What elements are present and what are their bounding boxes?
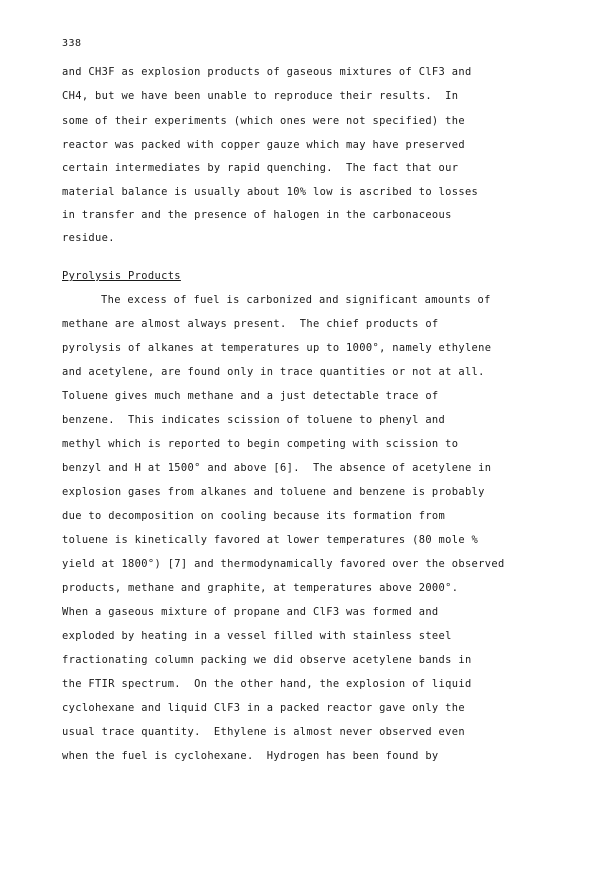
text-line: and CH3F as explosion products of gaseous mixtures of ClF3 and xyxy=(62,66,472,78)
text-line: cyclohexane and liquid ClF3 in a packed reactor gave only the xyxy=(62,702,465,714)
text-line: certain intermediates by rapid quenching. The fact that our xyxy=(62,162,459,174)
text-line: yield at 1800°) [7] and thermodynamically favored over the observed xyxy=(62,558,505,570)
text-line: some of their experiments (which ones were not specified) the xyxy=(62,115,465,127)
text-line: when the fuel is cyclohexane. Hydrogen has been found by xyxy=(62,750,439,762)
text-line: material balance is usually about 10% low is ascribed to losses xyxy=(62,186,479,198)
text-line: When a gaseous mixture of propane and ClF3 was formed and xyxy=(62,606,439,618)
text-line: methyl which is reported to begin competing with scission to xyxy=(62,438,459,450)
text-line: residue. xyxy=(62,232,115,244)
text-line: due to decomposition on cooling because its formation from xyxy=(62,510,446,522)
text-line: explosion gases from alkanes and toluene and benzene is probably xyxy=(62,486,485,498)
text-line: pyrolysis of alkanes at temperatures up to 1000°, namely ethylene xyxy=(62,342,492,354)
text-line: reactor was packed with copper gauze which may have preserved xyxy=(62,139,465,151)
text-line: CH4, but we have been unable to reproduce their results. In xyxy=(62,90,459,102)
text-line: usual trace quantity. Ethylene is almost never observed even xyxy=(62,726,465,738)
page-number: 338 xyxy=(62,38,82,49)
section-heading: Pyrolysis Products xyxy=(62,270,181,282)
text-line: methane are almost always present. The chief products of xyxy=(62,318,439,330)
text-line: products, methane and graphite, at temperatures above 2000°. xyxy=(62,582,459,594)
text-line: and acetylene, are found only in trace quantities or not at all. xyxy=(62,366,485,378)
text-line: Toluene gives much methane and a just detectable trace of xyxy=(62,390,439,402)
text-line: in transfer and the presence of halogen in the carbonaceous xyxy=(62,209,452,221)
text-line: the FTIR spectrum. On the other hand, the explosion of liquid xyxy=(62,678,472,690)
text-line: benzyl and H at 1500° and above [6]. The absence of acetylene in xyxy=(62,462,492,474)
text-line: fractionating column packing we did observe acetylene bands in xyxy=(62,654,472,666)
text-line: benzene. This indicates scission of toluene to phenyl and xyxy=(62,414,446,426)
text-line: The excess of fuel is carbonized and significant amounts of xyxy=(101,294,491,306)
text-line: toluene is kinetically favored at lower temperatures (80 mole % xyxy=(62,534,479,546)
text-line: exploded by heating in a vessel filled with stainless steel xyxy=(62,630,452,642)
